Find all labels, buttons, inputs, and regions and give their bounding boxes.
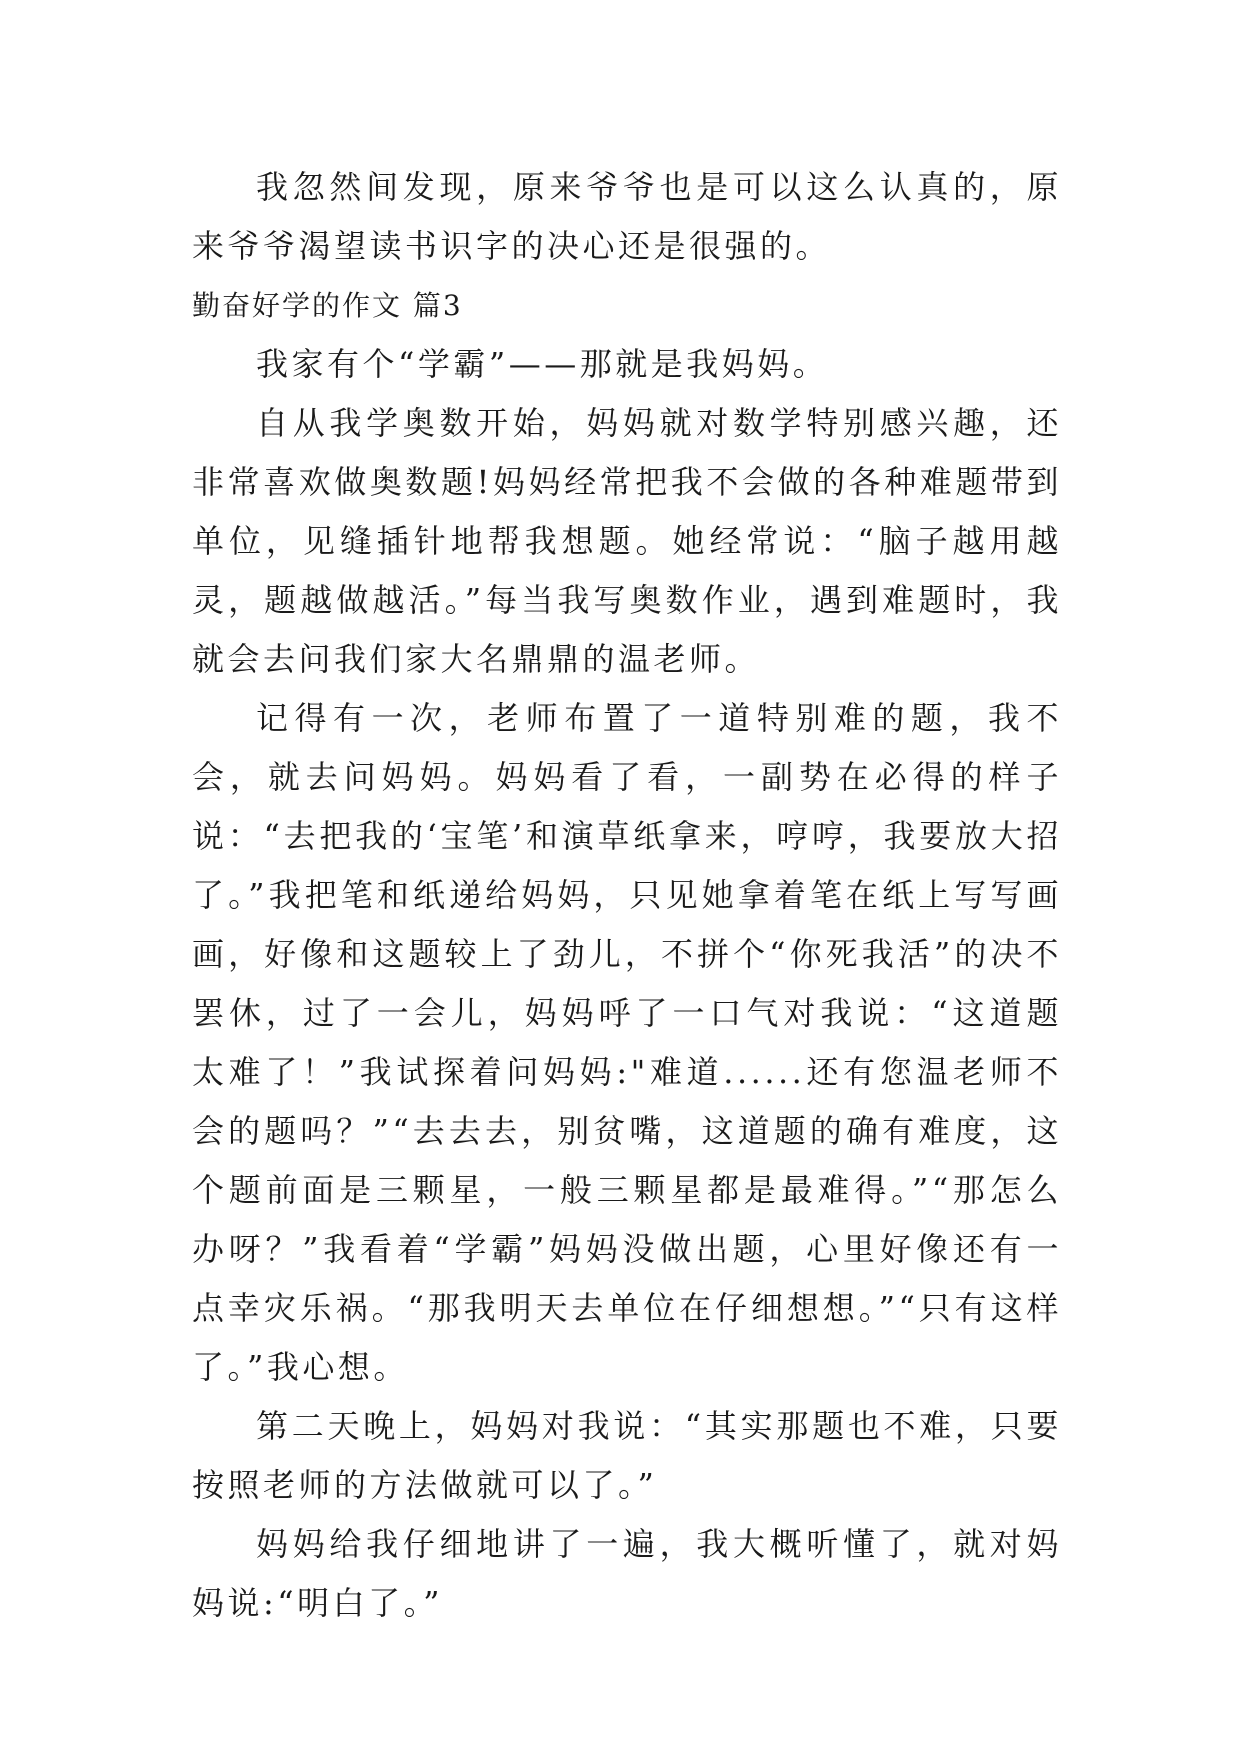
paragraph-3: 记得有一次，老师布置了一道特别难的题，我不会，就去问妈妈。妈妈看了看，一副势在必得的样子说：“去把我的‘宝笔’和演草纸拿来，哼哼，我要放大招了。”我把笔和纸递给妈妈，只见她拿着笔在纸上写写画画，好像和这题较上了劲儿，不拼个“你死我活”的决不罢休，过了一会儿，妈妈呼了一口气对我说：“这道题太难了！”我试探着问妈妈:"难道......还有您温老师不会的题吗？”“去去去，别贫嘴，这道题的确有难度，这个题前面是三颗星，一般三颗星都是最难得。”“那怎么办呀？”我看着“学霸”妈妈没做出题，心里好像还有一点幸灾乐祸。“那我明天去单位在仔细想想。”“只有这样了。”我心想。	[192, 699, 1062, 1386]
document-body	[192, 158, 1062, 1633]
paragraph-1: 我家有个“学霸”——那就是我妈妈。	[256, 345, 829, 383]
paragraph-5: 妈妈给我仔细地讲了一遍，我大概听懂了，就对妈妈说:“明白了。”	[192, 1525, 1062, 1622]
paragraph-previous-conclusion: 我忽然间发现，原来爷爷也是可以这么认真的，原来爷爷渴望读书识字的决心还是很强的。	[192, 168, 1062, 265]
paragraph-2: 自从我学奥数开始，妈妈就对数学特别感兴趣，还非常喜欢做奥数题!妈妈经常把我不会做的各种难题带到单位，见缝插针地帮我想题。她经常说：“脑子越用越灵，题越做越活。”每当我写奥数作业，遇到难题时，我就会去问我们家大名鼎鼎的温老师。	[192, 404, 1062, 678]
section-heading: 勤奋好学的作文 篇3	[192, 289, 463, 322]
paragraph-4: 第二天晚上，妈妈对我说：“其实那题也不难，只要按照老师的方法做就可以了。”	[192, 1407, 1062, 1504]
